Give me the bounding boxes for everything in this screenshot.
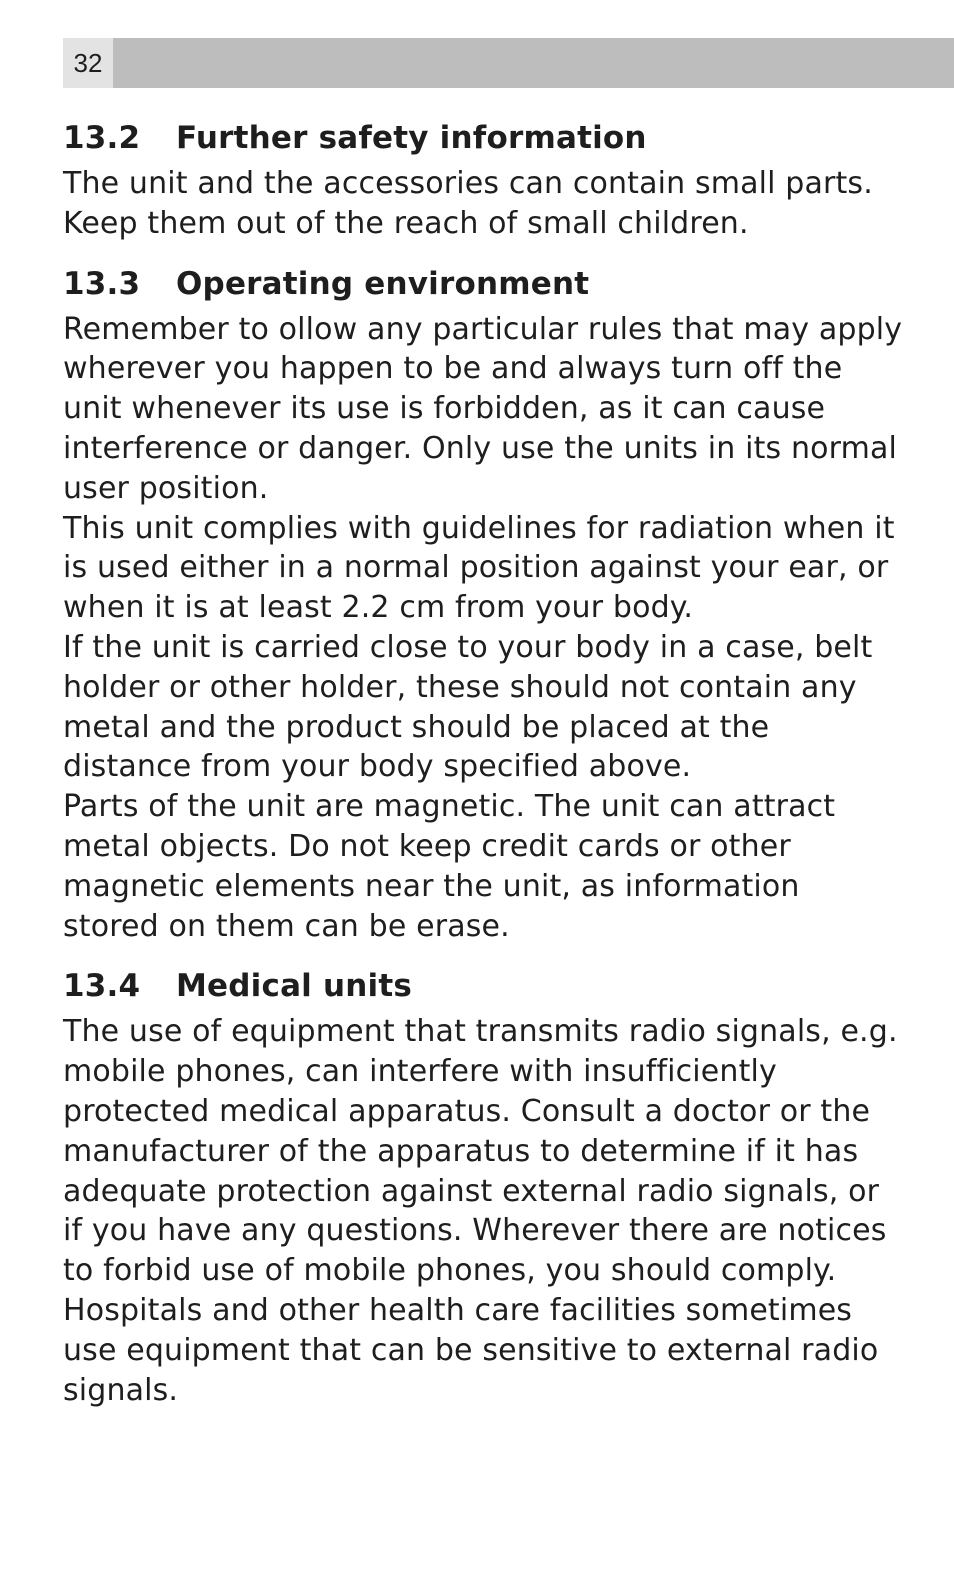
paragraph: The unit and the accessories can contain small parts. Keep them out of the reach of small children. [63, 166, 873, 241]
section-title: Medical units [176, 968, 413, 1005]
document-content [63, 116, 903, 1428]
section-medical-units [63, 964, 903, 1410]
page-header-bar [63, 38, 954, 88]
paragraph: Parts of the unit are magnetic. The unit can attract metal objects. Do not keep credit cards or other magnetic elements near the unit, as information stored on them can be erase. [63, 789, 836, 944]
page-number: 32 [63, 38, 113, 88]
section-number: 13.2 [63, 120, 141, 156]
section-number: 13.3 [63, 265, 141, 302]
paragraph: This unit complies with guidelines for radiation when it is used either in a normal position against your ear, or when it is at least 2.2 cm from your body. [63, 510, 895, 626]
section-title: Operating environment [176, 265, 590, 302]
section-heading [63, 116, 903, 160]
section-title: Further safety information [176, 120, 647, 156]
paragraph: The use of equipment that transmits radio signals, e.g. mobile phones, can interfere with insufficiently protected medical apparatus. Consult a doctor or the manufacturer of the apparatus to determine if it has adequate protection against external radio signals, or if you have any questions. Wherever there are notices to forbid use of mobile phones, you should comply. Hospitals and other health care facilities sometimes use equipment that can be sensitive to external radio signals. [63, 1014, 898, 1408]
section-heading [63, 964, 903, 1008]
section-operating-environment [63, 262, 903, 947]
section-number: 13.4 [63, 968, 141, 1005]
section-further-safety-information [63, 116, 903, 244]
paragraph: If the unit is carried close to your body in a case, belt holder or other holder, these should not contain any metal and the product should be placed at the distance from your body specified above. [63, 629, 873, 785]
section-heading [63, 262, 903, 306]
paragraph: Remember to ollow any particular rules that may apply wherever you happen to be and always turn off the unit whenever its use is forbidden, as it can cause interference or danger. Only use the units in its normal user position. [63, 311, 903, 506]
